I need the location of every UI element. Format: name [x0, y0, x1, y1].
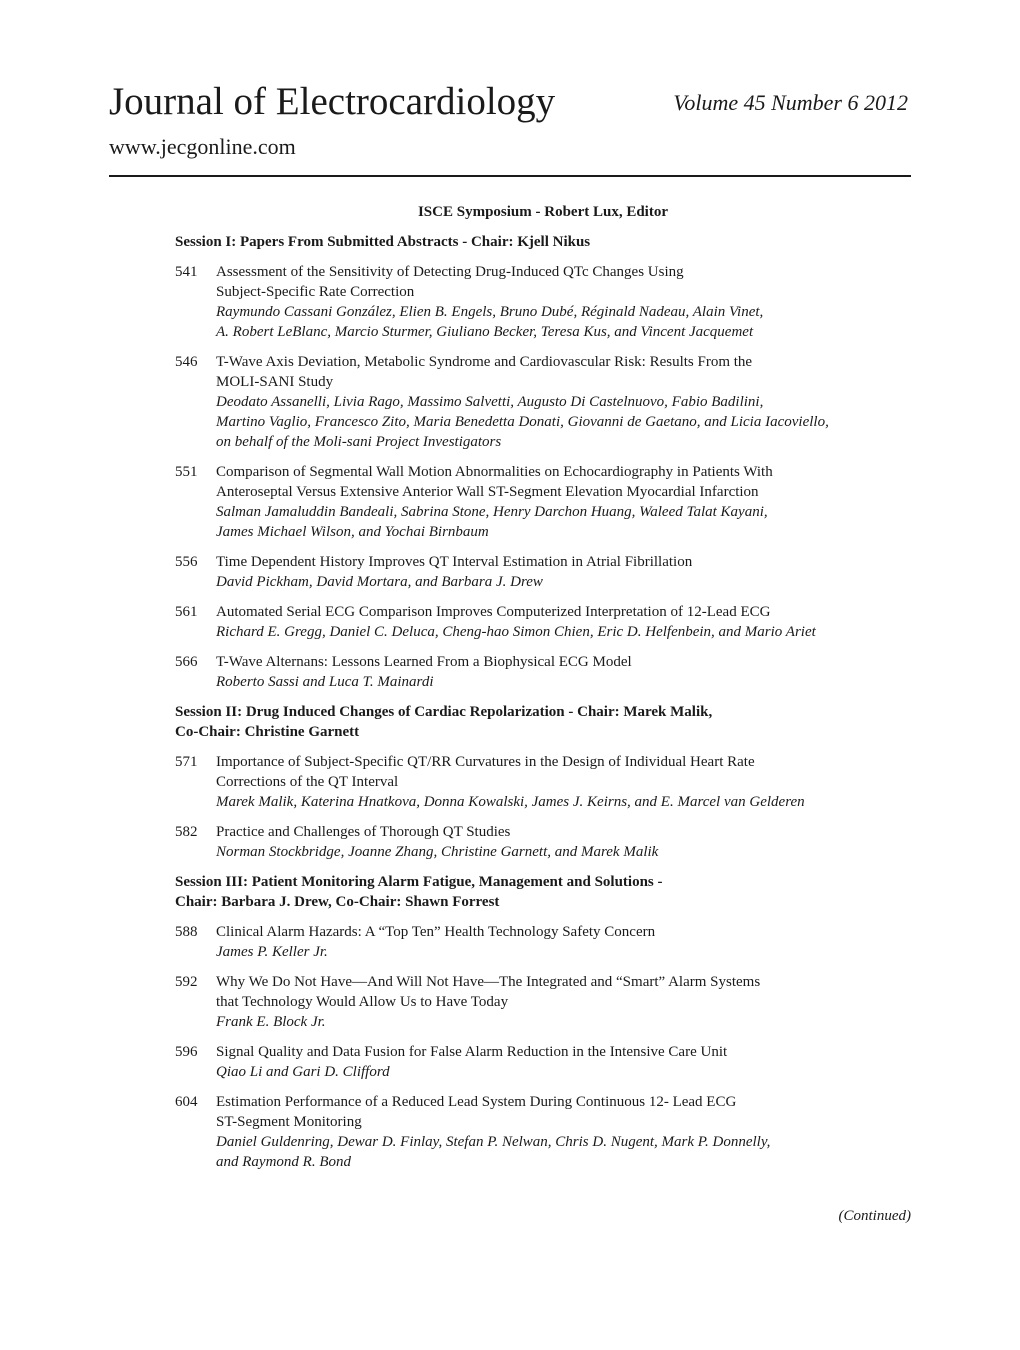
article-authors-line: David Pickham, David Mortara, and Barbara J. Drew	[216, 574, 543, 590]
article-authors-line: James P. Keller Jr.	[216, 944, 328, 960]
article-title-line: T-Wave Alternans: Lessons Learned From a Biophysical ECG Model	[216, 654, 632, 670]
article-authors-line: Norman Stockbridge, Joanne Zhang, Christine Garnett, and Marek Malik	[216, 844, 659, 860]
article-title-line: MOLI-SANI Study	[216, 374, 334, 390]
article-title-line: ST-Segment Monitoring	[216, 1114, 362, 1130]
article-authors-line: Raymundo Cassani González, Elien B. Engels, Bruno Dubé, Réginald Nadeau, Alain Vinet,	[216, 304, 764, 320]
article-title-line: Anteroseptal Versus Extensive Anterior Wall ST-Segment Elevation Myocardial Infarction	[216, 484, 759, 500]
symposium-heading: ISCE Symposium - Robert Lux, Editor	[417, 204, 669, 220]
session-heading-line: Co-Chair: Christine Garnett	[175, 724, 360, 740]
toc-entry[interactable]	[175, 262, 911, 342]
session-heading	[175, 872, 911, 912]
article-authors-line: on behalf of the Moli-sani Project Investigators	[216, 434, 502, 450]
page-number: 541	[175, 264, 198, 280]
article-title-line: Automated Serial ECG Comparison Improves Computerized Interpretation of 12-Lead ECG	[216, 604, 771, 620]
toc-entry[interactable]	[175, 822, 911, 862]
article-title-line: Estimation Performance of a Reduced Lead System During Continuous 12- Lead ECG	[216, 1094, 737, 1110]
page-number: 561	[175, 604, 198, 620]
toc-entry[interactable]	[175, 922, 911, 962]
toc-entry[interactable]	[175, 972, 911, 1032]
article-authors-line: Daniel Guldenring, Dewar D. Finlay, Stefan P. Nelwan, Chris D. Nugent, Mark P. Donnelly,	[216, 1134, 771, 1150]
article-title-line: Importance of Subject-Specific QT/RR Curvatures in the Design of Individual Heart Rate	[216, 754, 755, 770]
header-divider	[109, 175, 911, 177]
session-heading	[175, 232, 911, 252]
article-authors-line: Salman Jamaluddin Bandeali, Sabrina Stone, Henry Darchon Huang, Waleed Talat Kayani,	[216, 504, 768, 520]
article-title-line: Clinical Alarm Hazards: A “Top Ten” Health Technology Safety Concern	[216, 924, 656, 940]
page-number: 592	[175, 974, 198, 990]
page-number: 571	[175, 754, 198, 770]
toc-entry[interactable]	[175, 602, 911, 642]
page-number: 582	[175, 824, 198, 840]
toc-entry[interactable]	[175, 462, 911, 542]
session-heading	[175, 702, 911, 742]
article-title-line: Assessment of the Sensitivity of Detecting Drug-Induced QTc Changes Using	[216, 264, 684, 280]
article-title-line: Time Dependent History Improves QT Interval Estimation in Atrial Fibrillation	[216, 554, 693, 570]
article-title-line: Why We Do Not Have—And Will Not Have—The Integrated and “Smart” Alarm Systems	[216, 974, 761, 990]
article-authors-line: Martino Vaglio, Francesco Zito, Maria Benedetta Donati, Giovanni de Gaetano, and Licia Iacoviello,	[216, 414, 829, 430]
journal-title: Journal of Electrocardiology	[109, 80, 556, 123]
article-authors-line: and Raymond R. Bond	[216, 1154, 351, 1170]
article-title-line: Corrections of the QT Interval	[216, 774, 399, 790]
toc-entry[interactable]	[175, 352, 911, 452]
toc-entry[interactable]	[175, 552, 911, 592]
toc-entry[interactable]	[175, 752, 911, 812]
article-authors-line: A. Robert LeBlanc, Marcio Sturmer, Giuliano Becker, Teresa Kus, and Vincent Jacquemet	[216, 324, 754, 340]
page-number: 546	[175, 354, 198, 370]
article-title-line: Comparison of Segmental Wall Motion Abnormalities on Echocardiography in Patients With	[216, 464, 773, 480]
toc-entry[interactable]	[175, 1092, 911, 1172]
article-title-line: Subject-Specific Rate Correction	[216, 284, 415, 300]
article-authors-line: James Michael Wilson, and Yochai Birnbaum	[216, 524, 489, 540]
page-number: 566	[175, 654, 198, 670]
article-authors-line: Marek Malik, Katerina Hnatkova, Donna Kowalski, James J. Keirns, and E. Marcel van Gelderen	[216, 794, 805, 810]
article-title-line: that Technology Would Allow Us to Have Today	[216, 994, 509, 1010]
article-authors-line: Deodato Assanelli, Livia Rago, Massimo Salvetti, Augusto Di Castelnuovo, Fabio Badilini,	[216, 394, 764, 410]
continued-note: (Continued)	[838, 1208, 911, 1224]
toc-entry[interactable]	[175, 1042, 911, 1082]
volume-info: Volume 45 Number 6 2012	[673, 90, 908, 115]
page-number: 596	[175, 1044, 198, 1060]
page-number: 556	[175, 554, 198, 570]
article-authors-line: Richard E. Gregg, Daniel C. Deluca, Cheng-hao Simon Chien, Eric D. Helfenbein, and Mario Ariet	[216, 624, 816, 640]
page-number: 588	[175, 924, 198, 940]
toc-entry[interactable]	[175, 652, 911, 692]
article-title-line: Signal Quality and Data Fusion for False Alarm Reduction in the Intensive Care Unit	[216, 1044, 728, 1060]
article-authors-line: Qiao Li and Gari D. Clifford	[216, 1064, 390, 1080]
session-heading-line: Chair: Barbara J. Drew, Co-Chair: Shawn Forrest	[175, 894, 500, 910]
article-title-line: Practice and Challenges of Thorough QT Studies	[216, 824, 511, 840]
table-of-contents	[175, 202, 911, 1182]
article-authors-line: Roberto Sassi and Luca T. Mainardi	[216, 674, 434, 690]
article-title-line: T-Wave Axis Deviation, Metabolic Syndrome and Cardiovascular Risk: Results From the	[216, 354, 753, 370]
masthead	[109, 76, 911, 128]
page-number: 551	[175, 464, 198, 480]
session-heading-line: Session III: Patient Monitoring Alarm Fatigue, Management and Solutions -	[175, 874, 663, 890]
article-authors-line: Frank E. Block Jr.	[216, 1014, 326, 1030]
session-heading-line: Session I: Papers From Submitted Abstracts - Chair: Kjell Nikus	[175, 234, 591, 250]
journal-website-link[interactable]: www.jecgonline.com	[109, 134, 296, 159]
session-heading-line: Session II: Drug Induced Changes of Cardiac Repolarization - Chair: Marek Malik,	[175, 704, 713, 720]
page-number: 604	[175, 1094, 198, 1110]
